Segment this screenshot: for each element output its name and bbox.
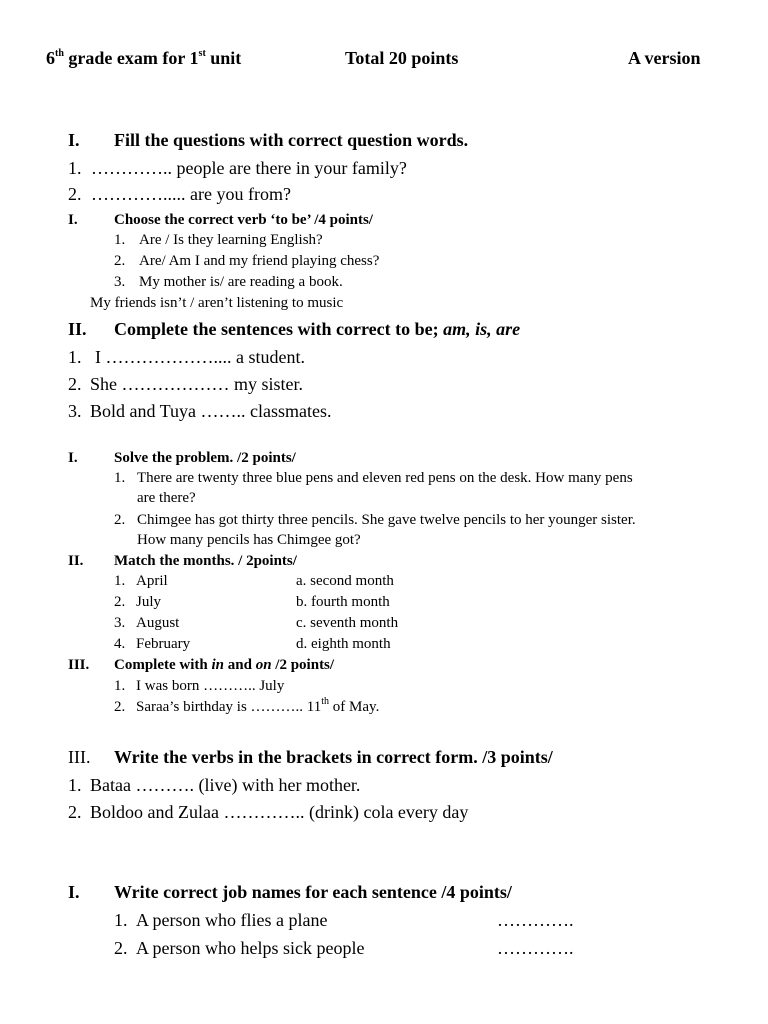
section-title: Write correct job names for each sentence /4 points/ [114,882,512,902]
section-number: I. [68,882,80,902]
month-name: February [136,636,191,652]
question-number: 3. [114,274,126,290]
question-text: She ……………… my sister. [90,374,304,394]
question-text: I was born ……….. July [136,678,285,694]
question-number: 1. [68,158,82,178]
question-text: Bold and Tuya …….. classmates. [90,401,332,421]
section-title: Solve the problem. /2 points/ [114,450,296,466]
section-number: II. [68,553,84,569]
question-text: Chimgee has got thirty three pencils. She gave twelve pencils to her younger sister. [137,512,636,528]
answer-blank: …………. [497,938,574,958]
question-number: 2. [114,938,128,958]
exam-version: A version [628,48,701,68]
question-text: A person who helps sick people [136,938,365,958]
question-text: ………….. people are there in your family? [91,158,407,178]
section-number: I. [68,450,78,466]
month-name: August [136,615,180,631]
month-name: July [136,594,162,610]
section-title: Choose the correct verb ‘to be’ /4 points/ [114,212,373,228]
question-text: There are twenty three blue pens and eleven red pens on the desk. How many pens [137,470,633,486]
question-text: Are / Is they learning English? [139,232,323,248]
match-number: 1. [114,573,126,589]
question-number: 1. [114,910,128,930]
total-points: Total 20 points [345,48,459,68]
question-number: 1. [114,678,126,694]
section-number: II. [68,319,87,339]
question-number: 2. [68,184,82,204]
question-number: 3. [68,401,82,421]
question-text: A person who flies a plane [136,910,328,930]
section-title: Fill the questions with correct question words. [114,130,469,150]
question-text: My friends isn’t / aren’t listening to music [90,295,344,311]
section-title: Complete the sentences with correct to be; am, is, are [114,319,521,339]
exam-title: 6th grade exam for 1st unit [46,48,242,68]
question-number: 1. [68,347,82,367]
month-name: April [136,573,168,589]
match-number: 2. [114,594,126,610]
section-number: I. [68,212,78,228]
section-number: III. [68,657,90,673]
question-number: 2. [68,802,82,822]
month-match: d. eighth month [296,636,391,652]
question-text: Saraa’s birthday is ……….. 11th of May. [136,696,380,715]
question-text: Bataa ………. (live) with her mother. [90,775,361,795]
question-text-continued: How many pencils has Chimgee got? [137,532,361,548]
question-number: 1. [114,232,126,248]
question-number: 1. [68,775,82,795]
question-number: 2. [114,253,126,269]
question-text: I ……………….... a student. [95,347,305,367]
match-number: 4. [114,636,126,652]
month-match: a. second month [296,573,394,589]
section-title: Write the verbs in the brackets in correct form. /3 points/ [114,747,553,767]
section-title: Match the months. / 2points/ [114,553,297,569]
section-title: Complete with in and on /2 points/ [114,657,335,673]
question-number: 2. [68,374,82,394]
section-number: I. [68,130,80,150]
question-number: 2. [114,699,126,715]
section-number: III. [68,747,91,767]
month-match: b. fourth month [296,594,390,610]
question-text: Are/ Am I and my friend playing chess? [139,253,380,269]
question-text-continued: are there? [137,490,196,506]
question-number: 2. [114,512,126,528]
question-text: Boldoo and Zulaa ………….. (drink) cola every day [90,802,469,822]
question-text: …………..... are you from? [91,184,291,204]
match-number: 3. [114,615,126,631]
answer-blank: …………. [497,910,574,930]
month-match: c. seventh month [296,615,399,631]
question-text: My mother is/ are reading a book. [139,274,343,290]
question-number: 1. [114,470,126,486]
